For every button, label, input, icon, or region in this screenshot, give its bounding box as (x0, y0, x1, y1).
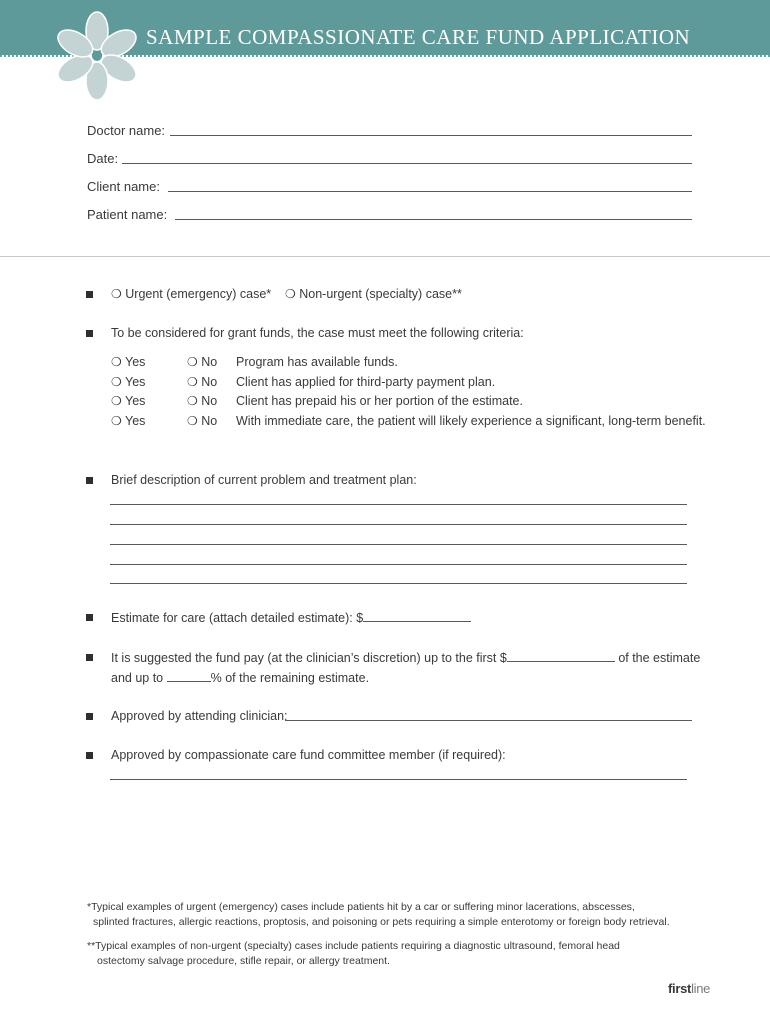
radio-circle-icon[interactable]: ❍ (111, 414, 122, 428)
criteria-yes-1[interactable] (111, 354, 145, 370)
patient-name-field[interactable] (87, 207, 167, 223)
footnote-urgent-line-1: *Typical examples of urgent (emergency) cases include patients hit by a car or suffering minor lacerations, abscesses, (87, 901, 635, 913)
criteria-no-3[interactable] (187, 393, 217, 409)
approved-committee-label: Approved by compassionate care fund committee member (if required): (111, 748, 506, 762)
radio-circle-icon[interactable]: ❍ (187, 414, 198, 428)
criteria-item: With immediate care, the patient will likely experience a significant, long-term benefit. (236, 414, 706, 428)
approved-clinician-line[interactable] (285, 720, 692, 721)
firstline-logo (668, 981, 710, 996)
footnote-nonurgent-line-2: ostectomy salvage procedure, stifle repair, or allergy treatment. (97, 955, 390, 967)
date-label: Date: (87, 151, 119, 166)
suggested-text-1: It is suggested the fund pay (at the clinician’s discretion) up to the first $ (111, 651, 507, 665)
client-name-field[interactable] (87, 179, 160, 195)
footnote-nonurgent (87, 939, 727, 969)
date-line[interactable] (122, 163, 692, 164)
client-name-label: Client name: (87, 179, 160, 194)
criteria-yes-3[interactable] (111, 393, 145, 409)
suggested-row-1 (111, 649, 700, 666)
approved-committee-line[interactable] (110, 779, 687, 780)
criteria-intro: To be considered for grant funds, the case must meet the following criteria: (111, 326, 524, 340)
patient-name-label: Patient name: (87, 207, 168, 222)
suggested-amount-blank[interactable] (507, 649, 615, 662)
radio-circle-icon[interactable]: ❍ (187, 375, 198, 389)
criteria-no-2[interactable] (187, 374, 217, 390)
criteria-yes-2[interactable] (111, 374, 145, 390)
estimate-currency: $ (356, 611, 364, 625)
criteria-no-1[interactable] (187, 354, 217, 370)
client-name-line[interactable] (168, 191, 692, 192)
criteria-item: Program has available funds. (236, 355, 398, 369)
radio-circle-icon[interactable]: ❍ (111, 355, 122, 369)
criteria-yes-4[interactable] (111, 413, 145, 429)
radio-circle-icon[interactable]: ❍ (111, 287, 122, 301)
flower-logo-icon (52, 8, 142, 104)
no-label: No (201, 414, 218, 428)
no-label: No (201, 355, 218, 369)
estimate-label: Estimate for care (attach detailed estimate): (111, 611, 353, 625)
footnote-nonurgent-line-1: **Typical examples of non-urgent (specialty) cases include patients requiring a diagnostic ultrasound, femoral head (87, 940, 620, 952)
suggested-text-3: and up to (111, 671, 164, 685)
bullet-icon (86, 752, 93, 759)
logo-part-2: line (691, 981, 711, 996)
estimate-row (111, 609, 471, 626)
bullet-icon (86, 614, 93, 621)
bullet-icon (86, 330, 93, 337)
date-field[interactable] (87, 151, 118, 167)
page-title: SAMPLE COMPASSIONATE CARE FUND APPLICATION (146, 25, 691, 49)
description-line[interactable] (110, 583, 687, 584)
doctor-name-line[interactable] (170, 135, 692, 136)
radio-circle-icon[interactable]: ❍ (111, 394, 122, 408)
section-divider (0, 256, 770, 257)
doctor-name-label: Doctor name: (87, 123, 166, 138)
suggested-text-4: % of the remaining estimate. (210, 671, 370, 685)
description-label: Brief description of current problem and treatment plan: (111, 473, 417, 487)
description-line[interactable] (110, 504, 687, 505)
footnote-urgent-line-2: splinted fractures, allergic reactions, proptosis, and poisoning or pets requiring a simple enterotomy or foreign body retrieval. (93, 916, 670, 928)
bullet-icon (86, 291, 93, 298)
suggested-row-2 (111, 669, 369, 686)
bullet-icon (86, 713, 93, 720)
radio-circle-icon[interactable]: ❍ (111, 375, 122, 389)
radio-circle-icon[interactable]: ❍ (187, 355, 198, 369)
description-line[interactable] (110, 564, 687, 565)
patient-name-line[interactable] (175, 219, 692, 220)
no-label: No (201, 375, 218, 389)
radio-circle-icon[interactable]: ❍ (285, 287, 296, 301)
criteria-item: Client has prepaid his or her portion of the estimate. (236, 394, 523, 408)
suggested-percent-blank[interactable] (167, 669, 211, 682)
urgent-case-option[interactable] (111, 286, 271, 302)
footnote-urgent (87, 900, 727, 930)
radio-circle-icon[interactable]: ❍ (187, 394, 198, 408)
criteria-no-4[interactable] (187, 413, 217, 429)
description-line[interactable] (110, 544, 687, 545)
description-line[interactable] (110, 524, 687, 525)
urgent-case-label: Urgent (emergency) case* (125, 287, 272, 301)
yes-label: Yes (125, 355, 146, 369)
no-label: No (201, 394, 218, 408)
non-urgent-case-label: Non-urgent (specialty) case** (299, 287, 462, 301)
criteria-item: Client has applied for third-party payment plan. (236, 375, 496, 389)
yes-label: Yes (125, 394, 146, 408)
approved-clinician-label: Approved by attending clinician: (111, 709, 288, 723)
doctor-name-field[interactable] (87, 123, 165, 139)
estimate-blank[interactable] (363, 609, 471, 622)
yes-label: Yes (125, 414, 146, 428)
bullet-icon (86, 654, 93, 661)
bullet-icon (86, 477, 93, 484)
logo-part-1: first (668, 981, 692, 996)
suggested-text-2: of the estimate (618, 651, 701, 665)
non-urgent-case-option[interactable] (285, 286, 462, 302)
yes-label: Yes (125, 375, 146, 389)
